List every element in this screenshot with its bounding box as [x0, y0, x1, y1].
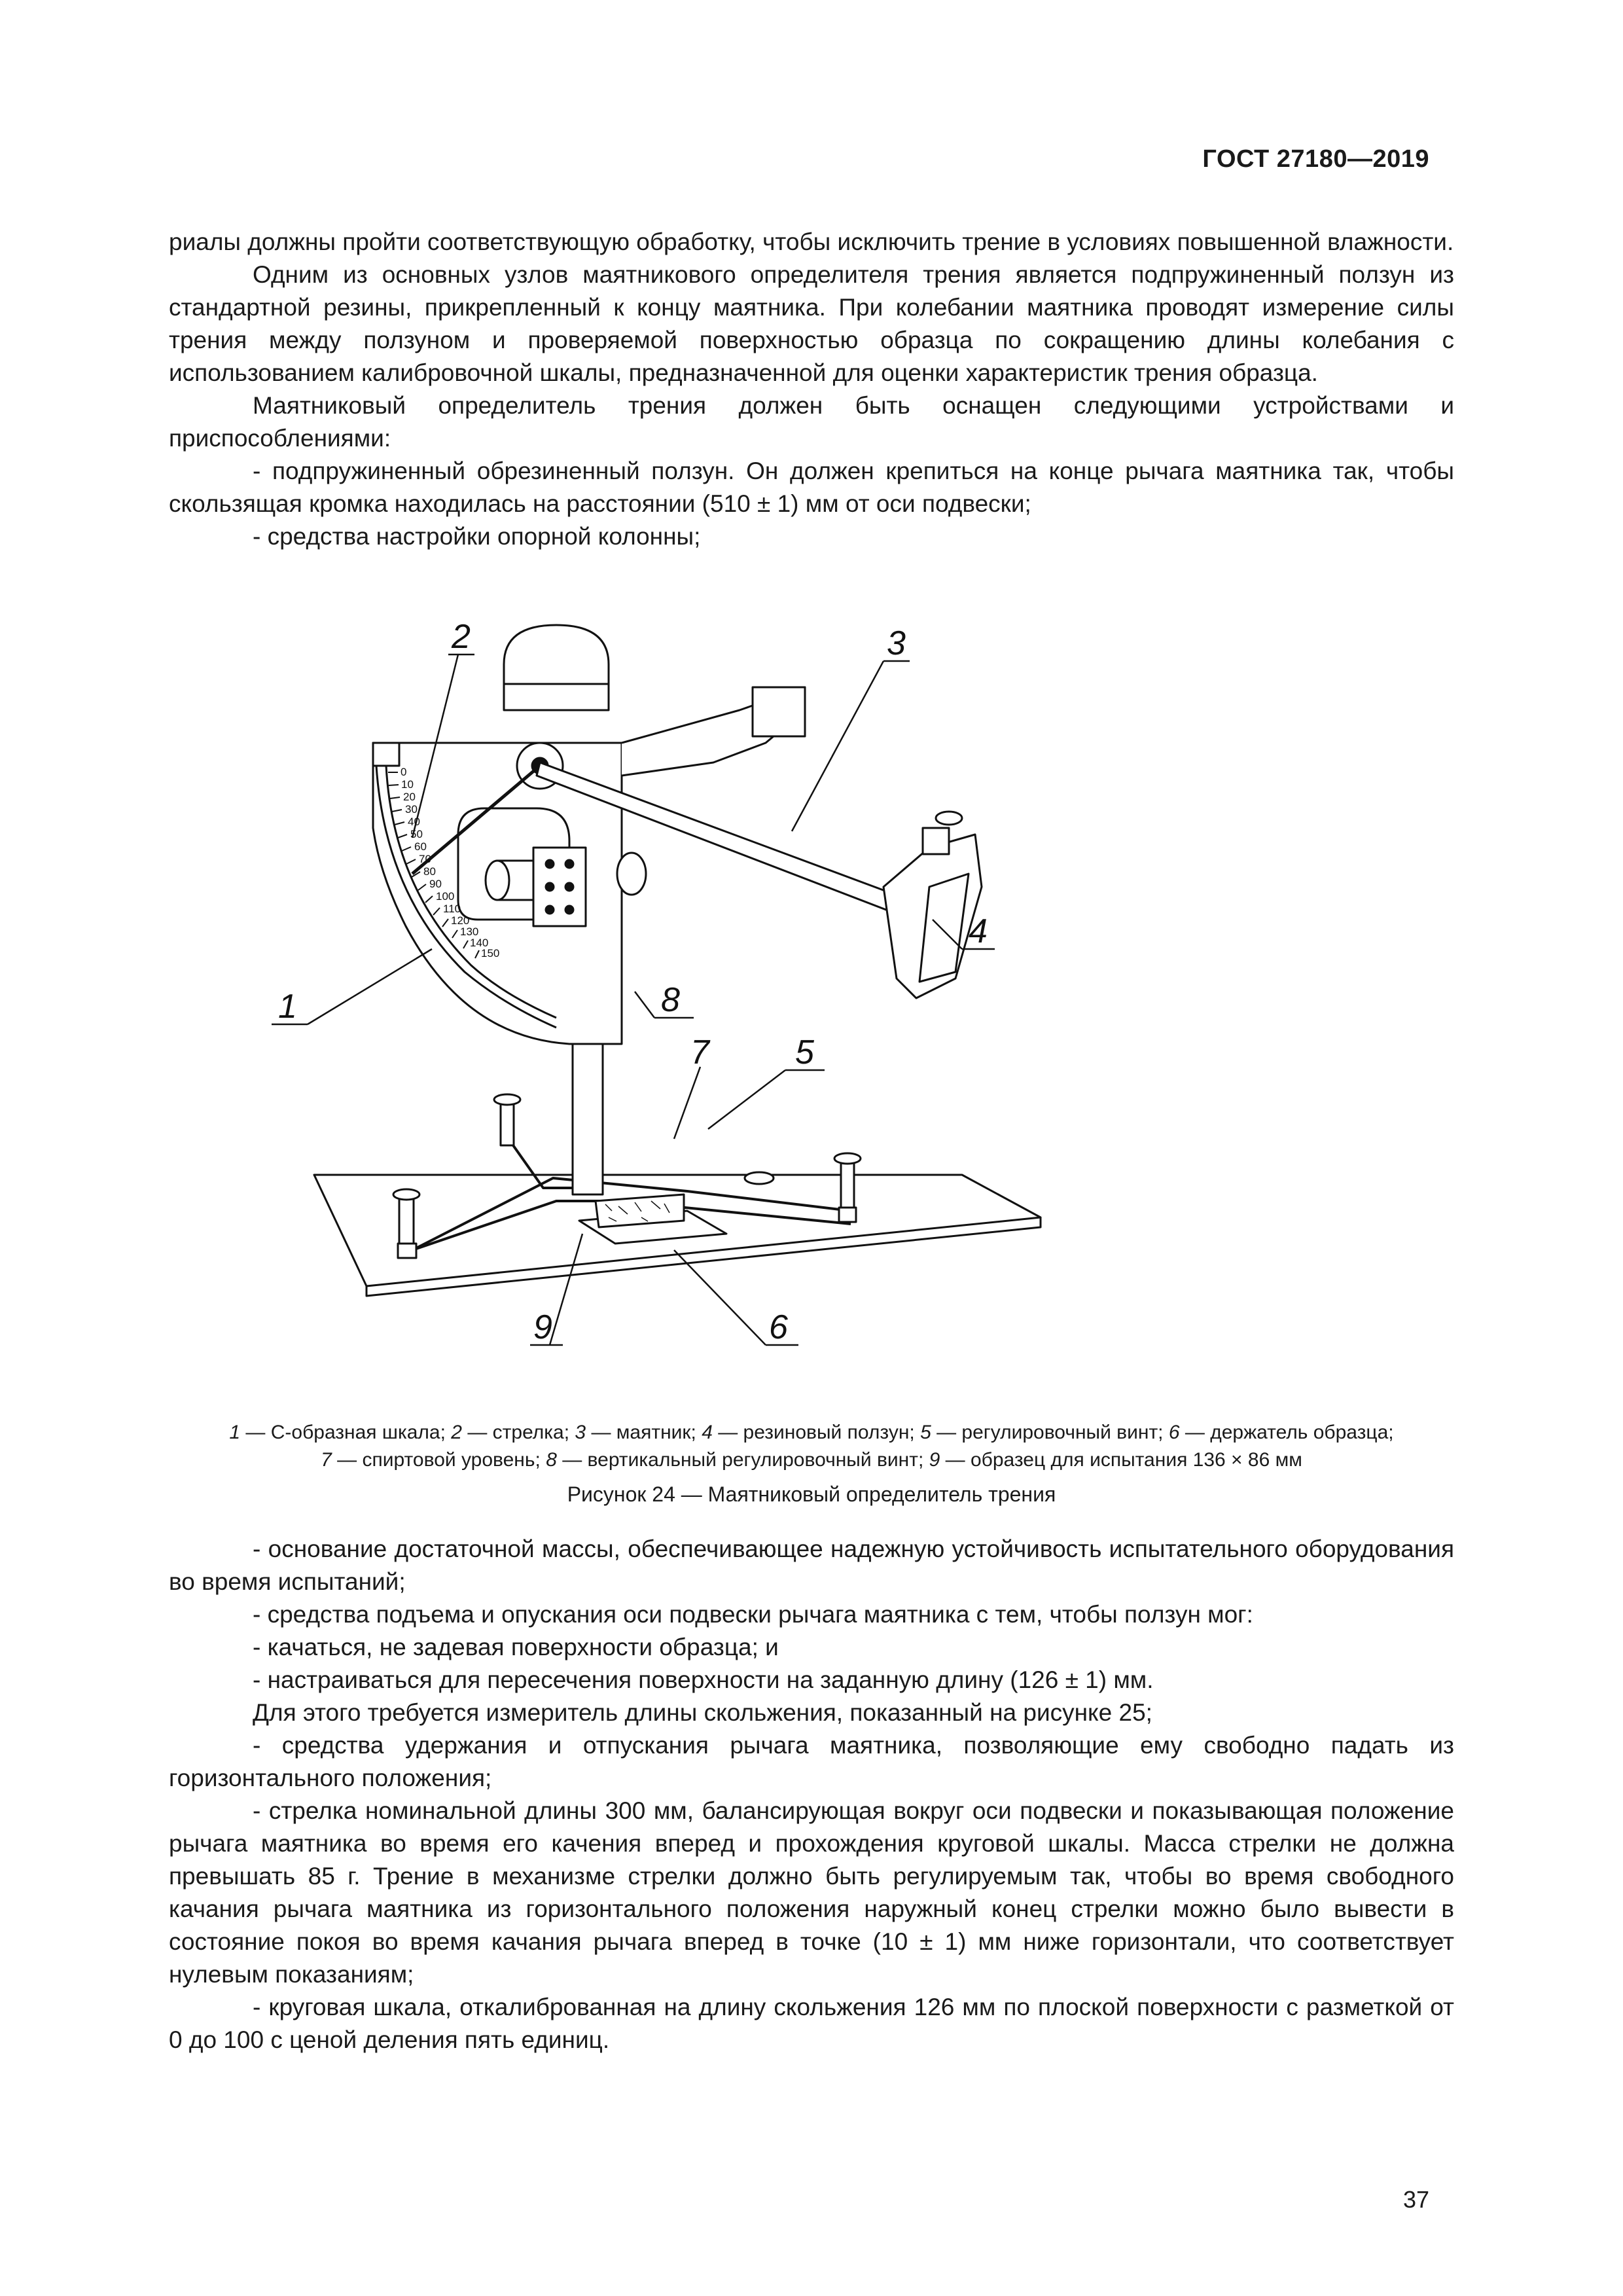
legend-num: 8: [546, 1449, 557, 1471]
list-item: - основание достаточной массы, обеспечивающее надежную устойчивость испытательного оборудования во время испытаний;: [169, 1535, 1454, 1595]
scale-tick-label: 130: [460, 925, 479, 938]
legend-num: 9: [929, 1449, 940, 1471]
scale-tick-label: 50: [410, 828, 423, 840]
page-number: 37: [1402, 2186, 1429, 2213]
paragraph: Для этого требуется измеритель длины скольжения, показанный на рисунке 25;: [253, 1699, 1152, 1726]
callout-7: 7: [690, 1033, 709, 1071]
list-item: - средства подъема и опускания оси подвески рычага маятника с тем, чтобы ползун мог:: [253, 1601, 1253, 1628]
legend-text: — стрелка;: [461, 1422, 575, 1443]
scale-tick-label: 90: [429, 878, 442, 890]
scale-tick-label: 30: [405, 803, 418, 816]
legend-text: — регулировочный винт;: [931, 1422, 1169, 1443]
scale-tick-label: 110: [443, 903, 461, 915]
callout-2: 2: [452, 618, 471, 656]
scale-tick-label: 20: [403, 791, 416, 803]
pendulum-tester-drawing: [278, 612, 1041, 1417]
legend-text: — С-образная шкала;: [240, 1422, 452, 1443]
paragraph: Маятниковый определитель трения должен быть оснащен следующими устройствами и приспособлениями:: [169, 392, 1454, 452]
legend-text: — вертикальный регулировочный винт;: [556, 1449, 929, 1471]
paragraph: Одним из основных узлов маятникового определителя трения является подпружиненный ползун из стандартной резины, прикрепленный к концу маятника. При колебании маятника проводят измерение силы трения между ползуном и проверяемой поверхностью образца по сокращению длины колебания с использованием калибровочной шкалы, предназначенной для оценки характеристик трения образца.: [169, 261, 1454, 386]
body-text-top: [169, 226, 1454, 553]
legend-num: 7: [321, 1449, 332, 1471]
callout-6: 6: [769, 1308, 788, 1346]
legend-num: 1: [229, 1422, 241, 1443]
legend-line: [131, 1446, 1492, 1474]
legend-num: 4: [702, 1422, 713, 1443]
legend-line: [131, 1419, 1492, 1446]
legend-text: — держатель образца;: [1179, 1422, 1394, 1443]
legend-num: 2: [451, 1422, 462, 1443]
scale-tick-label: 100: [436, 890, 455, 903]
figure-legend: [131, 1419, 1492, 1474]
list-item: - средства удержания и отпускания рычага маятника, позволяющие ему свободно падать из горизонтального положения;: [169, 1732, 1454, 1791]
figure-caption: Рисунок 24 — Маятниковый определитель трения: [567, 1482, 1056, 1506]
callout-1: 1: [278, 988, 297, 1026]
callout-3: 3: [887, 624, 906, 662]
list-item: - настраиваться для пересечения поверхности на заданную длину (126 ± 1) мм.: [253, 1666, 1154, 1693]
scale-tick-label: 150: [481, 947, 500, 960]
legend-text: — резиновый ползун;: [712, 1422, 921, 1443]
scale-tick-label: 60: [414, 840, 427, 853]
list-item: - средства настройки опорной колонны;: [253, 523, 701, 550]
document-code-header: ГОСТ 27180—2019: [1202, 145, 1429, 173]
list-item: - качаться, не задевая поверхности образца; и: [253, 1634, 779, 1660]
figure-pendulum-tester: [278, 612, 1041, 1417]
legend-text: — маятник;: [586, 1422, 702, 1443]
callout-8: 8: [661, 981, 680, 1019]
legend-text: — образец для испытания 136 × 86 мм: [940, 1449, 1302, 1471]
list-item: - подпружиненный обрезиненный ползун. Он должен крепиться на конце рычага маятника так, чтобы скользящая кромка находилась на расстоянии (510 ± 1) мм от оси подвески;: [169, 457, 1454, 517]
legend-num: 3: [575, 1422, 586, 1443]
scale-tick-label: 0: [401, 766, 407, 778]
scale-tick-label: 70: [419, 853, 431, 865]
body-text-bottom: [169, 1533, 1454, 2056]
scale-tick-label: 140: [470, 937, 489, 949]
callout-9: 9: [533, 1308, 552, 1346]
callout-4: 4: [969, 912, 988, 950]
list-item: - круговая шкала, откалиброванная на длину скольжения 126 мм по плоской поверхности с разметкой от 0 до 100 с ценой деления пять единиц.: [169, 1994, 1454, 2053]
callout-5: 5: [795, 1033, 814, 1071]
legend-num: 5: [920, 1422, 931, 1443]
legend-num: 6: [1168, 1422, 1180, 1443]
scale-tick-label: 40: [408, 816, 420, 828]
paragraph: риалы должны пройти соответствующую обработку, чтобы исключить трение в условиях повышенной влажности.: [169, 228, 1454, 255]
scale-tick-label: 120: [451, 914, 470, 927]
scale-tick-label: 80: [423, 865, 436, 878]
scale-tick-label: 10: [401, 778, 414, 791]
list-item: - стрелка номинальной длины 300 мм, балансирующая вокруг оси подвески и показывающая положение рычага маятника во время его качения вперед и прохождения круговой шкалы. Масса стрелки не должна превышать 85 г. Трение в механизме стрелки должно быть регулируемым так, чтобы во время свободного качания рычага маятника из горизонтального положения наружный конец стрелки можно было вывести в состояние покоя во время качания рычага вперед в точке (10 ± 1) мм ниже горизонтали, что соответствует нулевым показаниям;: [169, 1797, 1454, 1988]
legend-text: — спиртовой уровень;: [331, 1449, 546, 1471]
